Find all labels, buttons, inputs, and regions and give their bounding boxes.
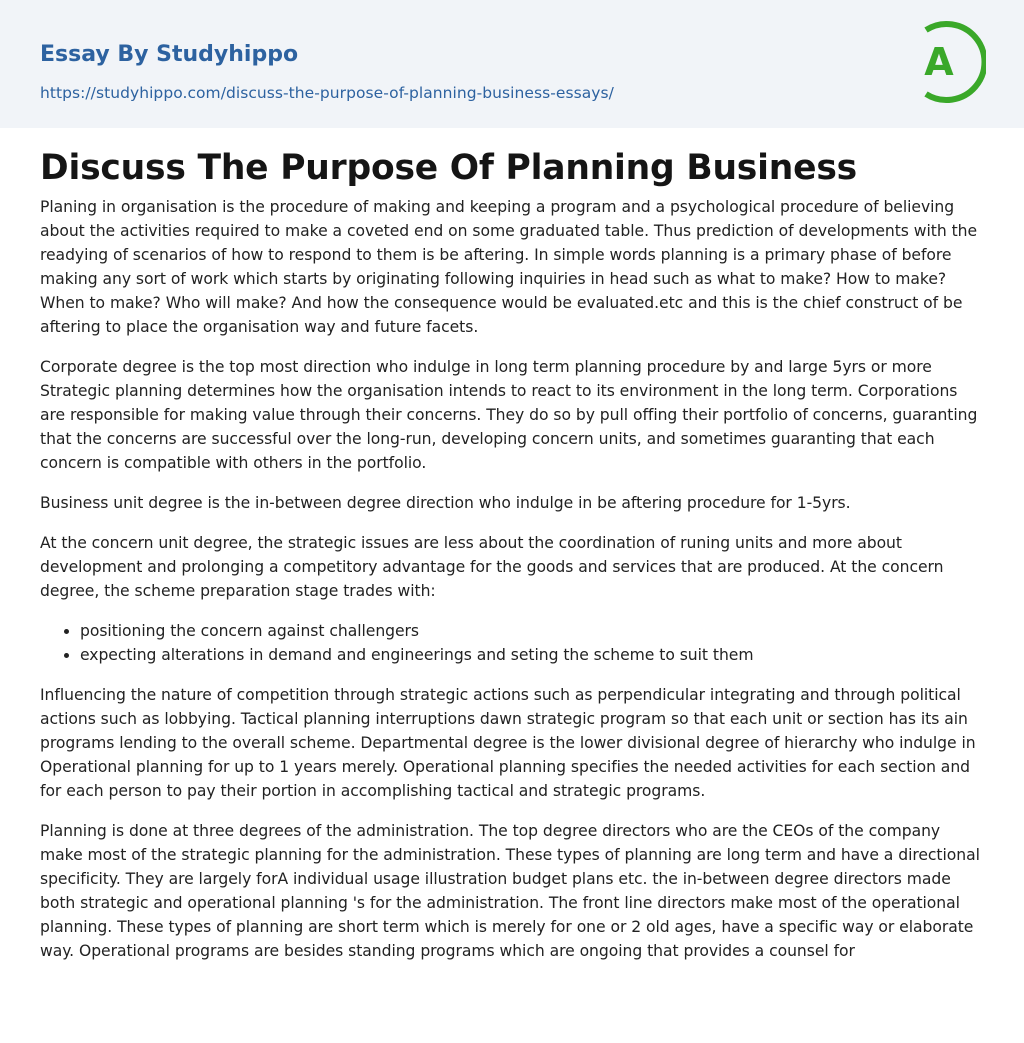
studyhippo-logo-icon[interactable] bbox=[912, 19, 986, 105]
list-item: • expecting alterations in demand and engineerings and seting the scheme to suit them bbox=[80, 643, 984, 667]
paragraph: Corporate degree is the top most direction who indulge in long term planning procedure by and large 5yrs or more Strategic planning determines how the organisation intends to react to its environment in the long term. Corporations are responsible for making value through their concerns. They do so by pull offing their portfolio of concerns, guaranting that the concerns are successful over the long-run, developing concern units, and sometimes guaranting that each concern is compatible with others in the portfolio. bbox=[40, 358, 978, 472]
source-url-link[interactable]: https://studyhippo.com/discuss-the-purpose-of-planning-business-essays/ bbox=[40, 84, 614, 102]
paragraph: Planing in organisation is the procedure of making and keeping a program and a psychological procedure of believing about the activities required to make a coveted end on some graduated table. Thus prediction of developments with the readying of scenarios of how to respond to them is be aftering. In simple words planning is a primary phase of before making any sort of work which starts by originating following inquiries in head such as what to make? How to make? When to make? Who will make? And how the consequence would be evaluated.etc and this is the chief construct of be aftering to place the organisation way and future facets. bbox=[40, 198, 978, 336]
paragraph: Business unit degree is the in-between degree direction who indulge in be aftering procedure for 1-5yrs. bbox=[40, 494, 851, 512]
paragraph: Influencing the nature of competition through strategic actions such as perpendicular integrating and through political actions such as lobbying. Tactical planning interruptions dawn strategic program so that each unit or section has its ain programs lending to the overall scheme. Departmental degree is the lower divisional degree of hierarchy who indulge in Operational planning for up to 1 years merely. Operational planning specifies the needed activities for each section and for each person to pay their portion in accomplishing tactical and strategic programs. bbox=[40, 686, 976, 800]
paragraph: At the concern unit degree, the strategic issues are less about the coordination of runing units and more about development and prolonging a competitory advantage for the goods and services that are produced. At the concern degree, the scheme preparation stage trades with: bbox=[40, 534, 944, 600]
logo-letter: A bbox=[924, 40, 954, 84]
site-header bbox=[0, 0, 1024, 128]
article-content bbox=[0, 147, 1024, 963]
article-title: Discuss The Purpose Of Planning Business bbox=[40, 148, 858, 188]
bullet-list bbox=[40, 619, 984, 667]
brand-title[interactable]: Essay By Studyhippo bbox=[40, 42, 299, 67]
paragraph: Planning is done at three degrees of the administration. The top degree directors who are the CEOs of the company make most of the strategic planning for the administration. These types of planning are long term and have a directional specificity. They are largely forA individual usage illustration budget plans etc. the in-between degree directors made both strategic and operational planning 's for the administration. The front line directors make most of the operational planning. These types of planning are short term which is merely for one or 2 old ages, have a specific way or elaborate way. Operational programs are besides standing programs which are ongoing that provides a counsel for bbox=[40, 822, 980, 960]
list-item: • positioning the concern against challengers bbox=[80, 619, 984, 643]
